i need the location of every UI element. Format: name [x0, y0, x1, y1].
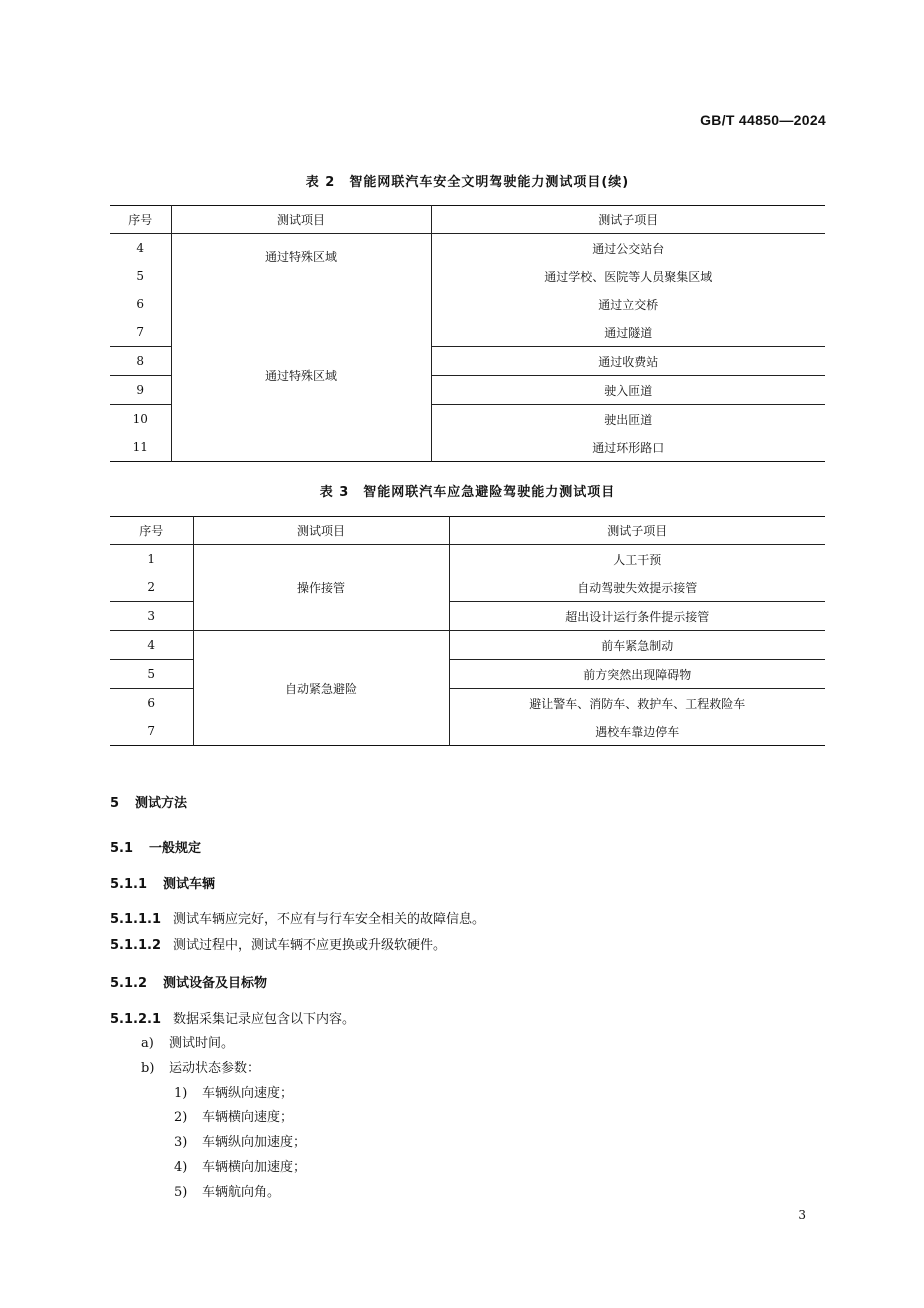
list-text: 运动状态参数： [169, 1061, 261, 1076]
list-marker: 5) [174, 1185, 188, 1200]
table2-header-row [110, 206, 825, 234]
seq-cell: 4 [110, 631, 193, 660]
clause-text: 测试过程中，测试车辆不应更换或升级软硬件。 [173, 938, 447, 953]
clause-number: 5.1.1.1 [110, 912, 161, 927]
table3 [110, 516, 825, 746]
table-row [110, 347, 825, 376]
table3-col-sub: 测试子项目 [449, 517, 825, 545]
sub-cell: 驶入匝道 [431, 376, 825, 405]
list-item [174, 1181, 280, 1200]
sub-cell: 前方突然出现障碍物 [449, 660, 825, 689]
table2 [110, 205, 825, 462]
seq-cell: 1 [110, 545, 193, 574]
seq-cell: 5 [110, 660, 193, 689]
table-row [110, 545, 825, 574]
section-5-1-1-heading [110, 873, 215, 892]
sub-cell: 避让警车、消防车、救护车、工程救险车 [449, 689, 825, 718]
sub-cell: 遇校车靠边停车 [449, 717, 825, 746]
sub-cell: 自动驾驶失效提示接管 [449, 573, 825, 602]
section-title: 测试方法 [135, 796, 188, 811]
seq-cell: 4 [110, 234, 171, 263]
list-text: 车辆航向角。 [202, 1185, 281, 1200]
sub-cell: 驶出匝道 [431, 405, 825, 434]
item-cell: 通过特殊区域 [171, 234, 431, 347]
section-5-1-2-heading [110, 972, 267, 991]
paragraph-5-1-1-2 [110, 934, 446, 953]
item-cell: 通过特殊区域 [171, 347, 431, 462]
list-item [174, 1106, 293, 1125]
list-marker: 3) [174, 1135, 188, 1150]
section-number: 5.1.2 [110, 976, 148, 991]
seq-cell: 8 [110, 347, 171, 376]
seq-cell: 11 [110, 433, 171, 462]
item-cell: 自动紧急避险 [193, 631, 449, 746]
clause-number: 5.1.2.1 [110, 1012, 161, 1027]
page-number: 3 [798, 1208, 806, 1222]
list-marker: 2) [174, 1110, 188, 1125]
sub-cell: 通过立交桥 [431, 290, 825, 318]
paragraph-5-1-1-1 [110, 908, 485, 927]
table3-title: 表 3 智能网联汽车应急避险驾驶能力测试项目 [319, 485, 616, 500]
table2-title: 表 2 智能网联汽车安全文明驾驶能力测试项目(续) [305, 175, 630, 190]
seq-cell: 5 [110, 262, 171, 290]
paragraph-5-1-2-1 [110, 1008, 355, 1027]
section-5-1-heading [110, 837, 201, 856]
table2-col-seq: 序号 [110, 206, 171, 234]
sub-cell: 前车紧急制动 [449, 631, 825, 660]
list-marker: b) [141, 1061, 155, 1076]
sub-cell: 通过公交站台 [431, 234, 825, 263]
seq-cell: 2 [110, 573, 193, 602]
seq-cell: 10 [110, 405, 171, 434]
sub-cell: 通过隧道 [431, 318, 825, 347]
sub-cell: 通过学校、医院等人员聚集区域 [431, 262, 825, 290]
section-number: 5 [110, 796, 120, 811]
list-marker: 1) [174, 1086, 188, 1101]
seq-cell: 6 [110, 689, 193, 718]
table3-header-row [110, 517, 825, 545]
clause-text: 测试车辆应完好，不应有与行车安全相关的故障信息。 [173, 912, 486, 927]
section-5-heading [110, 792, 187, 811]
table-row [110, 234, 825, 263]
list-text: 测试时间。 [169, 1036, 235, 1051]
section-number: 5.1 [110, 841, 134, 856]
standard-code: GB/T 44850—2024 [700, 112, 826, 128]
section-title: 测试设备及目标物 [163, 976, 268, 991]
table2-col-item: 测试项目 [171, 206, 431, 234]
table3-col-item: 测试项目 [193, 517, 449, 545]
clause-text: 数据采集记录应包含以下内容。 [173, 1012, 356, 1027]
list-item [141, 1057, 260, 1076]
table3-col-seq: 序号 [110, 517, 193, 545]
sub-cell: 超出设计运行条件提示接管 [449, 602, 825, 631]
sub-cell: 通过环形路口 [431, 433, 825, 462]
list-marker: 4) [174, 1160, 188, 1175]
list-item [174, 1156, 306, 1175]
list-item [174, 1131, 306, 1150]
seq-cell: 7 [110, 318, 171, 347]
sub-cell: 通过收费站 [431, 347, 825, 376]
table-row [110, 631, 825, 660]
seq-cell: 9 [110, 376, 171, 405]
list-marker: a) [141, 1036, 154, 1051]
section-title: 测试车辆 [163, 877, 216, 892]
sub-cell: 人工干预 [449, 545, 825, 574]
list-text: 车辆纵向速度； [202, 1086, 294, 1101]
seq-cell: 6 [110, 290, 171, 318]
list-text: 车辆横向速度； [202, 1110, 294, 1125]
seq-cell: 3 [110, 602, 193, 631]
list-text: 车辆纵向加速度； [202, 1135, 307, 1150]
seq-cell: 7 [110, 717, 193, 746]
list-text: 车辆横向加速度； [202, 1160, 307, 1175]
section-number: 5.1.1 [110, 877, 148, 892]
list-item [174, 1082, 293, 1101]
list-item [141, 1032, 234, 1051]
section-title: 一般规定 [149, 841, 202, 856]
clause-number: 5.1.1.2 [110, 938, 161, 953]
table2-col-sub: 测试子项目 [431, 206, 825, 234]
item-cell: 操作接管 [193, 545, 449, 631]
